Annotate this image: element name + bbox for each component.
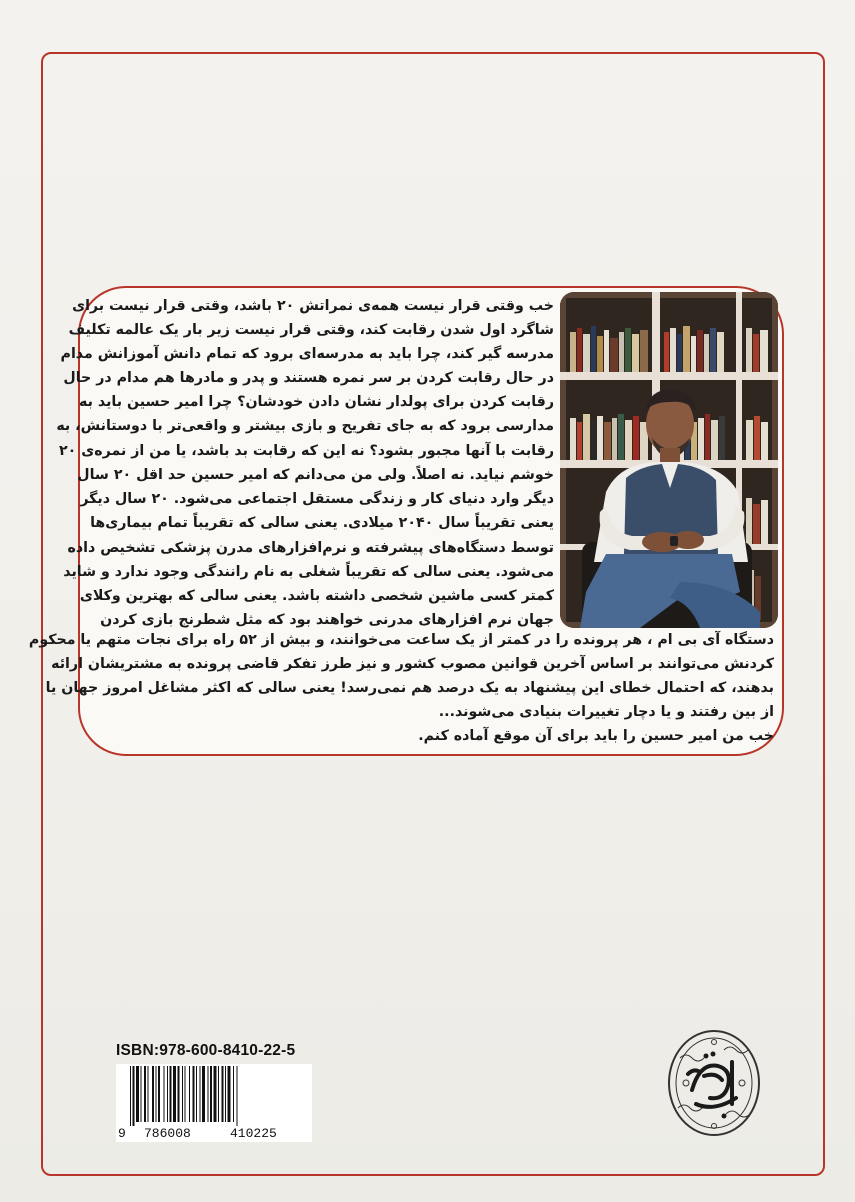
barcode-digit-lead: 9	[118, 1126, 126, 1141]
paragraph-line: از بین رفتند و یا دچار تغییرات بنیادی می‌شوند...	[438, 704, 774, 720]
paragraph-line: مدرسه گیر کند، چرا باید به مدرسه‌ای برود که تمام دانش آموزانش مدام	[60, 346, 554, 362]
paragraph-line: یعنی تقریباً سال ۲۰۴۰ میلادی. یعنی سالی که تقریباً تمام بیماری‌ها	[90, 515, 554, 531]
paragraph-line: رقابت کردن برای پولدار نشان دادن خودشان؟ چرا امیر حسین باید به	[79, 394, 554, 410]
barcode-bars	[116, 1066, 312, 1126]
author-photo	[560, 292, 778, 628]
paragraph-line: بدهند، که احتمال خطای این پیشنهاد به یک درصد هم نمی‌رسد! یعنی سالی که اکثر مشاغل امروز جهان یا	[45, 680, 774, 696]
paragraph-line: دستگاه آی بی ام ، هر پرونده را در کمتر از یک ساعت می‌خوانند، و بیش از ۵۲ راه برای نجات متهم یا محکوم	[28, 632, 774, 648]
paragraph-line: دیگر وارد دنیای کار و زندگی مستقل اجتماعی می‌شود. ۲۰ سال دیگر	[80, 491, 554, 507]
paragraph-line: می‌شود. یعنی سالی که تقریباً شغلی به نام رانندگی وجود ندارد و شاید	[63, 564, 554, 580]
paragraph-line: کمتر کسی ماشین شخصی داشته باشد. یعنی سالی که بهترین وکلای	[79, 588, 554, 604]
publisher-seal-logo	[666, 1028, 762, 1138]
paragraph-line: خب وقتی قرار نیست همه‌ی نمراتش ۲۰ باشد، وقتی قرار نیست برای	[72, 298, 554, 314]
paragraph-line: توسط دستگاه‌های پیشرفته و نرم‌افزارهای مدرن پزشکی تشخیص داده	[67, 540, 554, 556]
paragraph-full	[28, 632, 774, 762]
paragraph-wrapped	[56, 294, 554, 634]
paragraph-line: مدارسی برود که به جای تفریح و بازی بیشتر و واقعی‌تر با دوستانش، به	[56, 418, 554, 434]
paragraph-line: خب من امیر حسین را باید برای آن موقع آماده کنم.	[418, 728, 774, 744]
paragraph-line: خوشم نیاید. نه اصلاً. ولی من می‌دانم که امیر حسین حد اقل ۲۰ سال	[77, 467, 554, 483]
paragraph-line: رقابت با آنها مجبور بشود؟ نه این که رقابت بد باشد، یا من از نمره‌ی ۲۰	[59, 443, 554, 459]
paragraph-line: شاگرد اول شدن رقابت کند، وقتی قرار نیست زیر بار یک عالمه تکلیف	[68, 322, 554, 338]
paragraph-line: در حال رقابت کردن بر سر نمره هستند و پدر و مادرها هم مدام در حال	[63, 370, 554, 386]
author-photo-illustration	[560, 292, 778, 628]
barcode-digits-left: 786008	[144, 1126, 191, 1141]
publisher-seal-icon	[666, 1028, 762, 1138]
barcode	[116, 1042, 312, 1142]
paragraph-line: جهان نرم افزارهای مدرنی خواهند بود که مثل شطرنج بازی کردن	[100, 612, 554, 628]
paragraph-line: کردنش می‌توانند بر اساس آخرین قوانین مصوب کشور و نیز طرز تفکر قاضی پرونده به مشتریشان ارائه	[51, 656, 774, 672]
isbn-label: ISBN:978-600-8410-22-5	[116, 1042, 296, 1059]
barcode-box	[116, 1064, 312, 1142]
barcode-digits-right: 410225	[230, 1126, 277, 1141]
